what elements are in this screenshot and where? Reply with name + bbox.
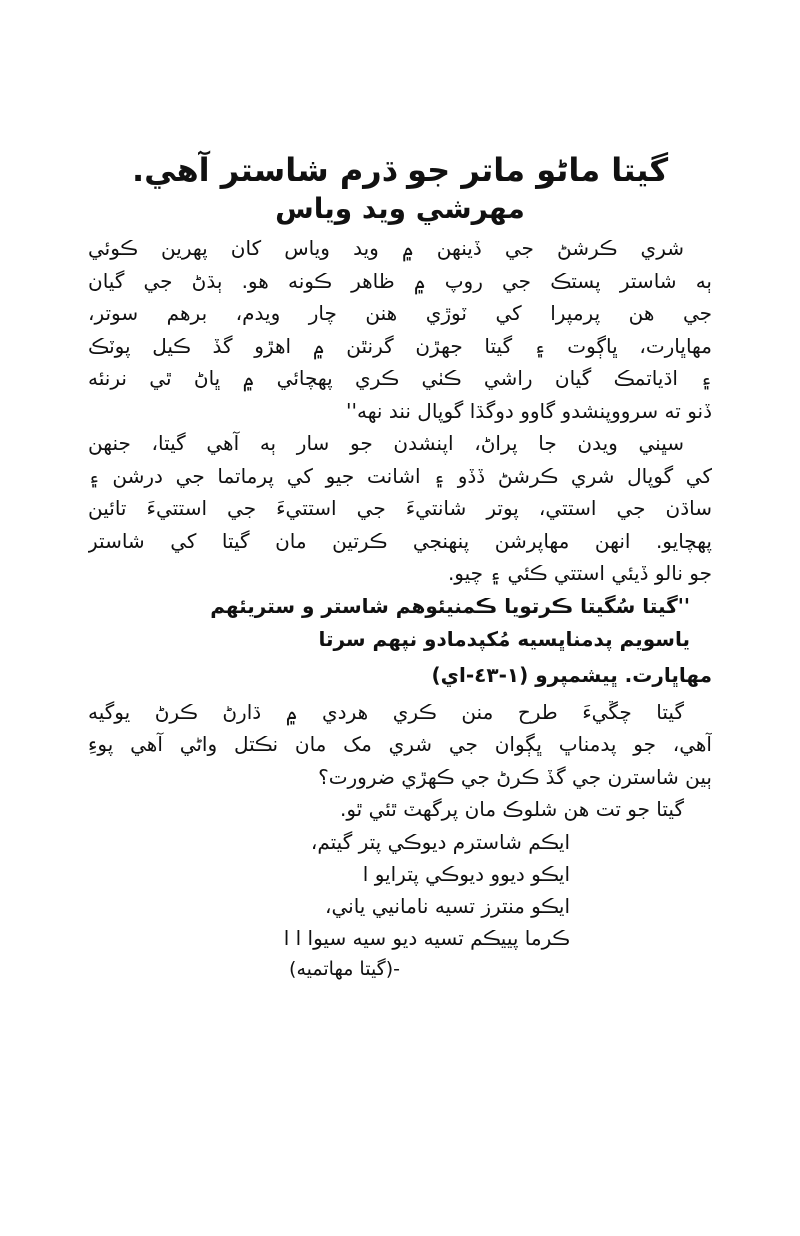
verse-source: -(گيتا مهاتميه) bbox=[289, 957, 400, 980]
paragraph-line: ساڌن جي استتي، پوتر شانتيءَ جي استتيءَ جي استتيءَ تائين bbox=[88, 496, 712, 520]
paragraph-line: گيتا جو تت هن شلوڪ مان پرگهٽ ٿئي ٿو. bbox=[339, 797, 684, 821]
paragraph-line: پهچايو. انهن مهاپرشن پنهنجي ڪرتين مان گيتا کي شاستر bbox=[88, 528, 712, 553]
paragraph-line: جو نالو ڏيئي استتي ڪئي ۽ چيو. bbox=[447, 561, 712, 585]
paragraph-line: جي هن پرمپرا کي ٽوڙي هنن چار ويدم، برهم سوتر، bbox=[88, 301, 712, 325]
document-title: گيتا ماڻو ماتر جو ڌرم شاستر آهي. bbox=[131, 151, 669, 189]
verse-block bbox=[88, 826, 712, 954]
paragraph-line: شري ڪرشڻ جي ڏينهن ۾ ويد وياس کان پهرين ڪوئي bbox=[88, 236, 684, 260]
document-page bbox=[88, 150, 712, 984]
paragraph-line: کي گوپال شري ڪرشڻ ڏڏو ۽ اشانت جيو کي پرماتما جي درشن ۽ bbox=[88, 463, 712, 488]
paragraph-line: گيتا چڱيءَ طرح منن ڪري هردي ۾ ڌارڻ ڪرڻ يوگيه bbox=[88, 699, 684, 724]
quote-line: ياسويم پدمناڀسيه مُکپدمادو نپهم سرتا bbox=[318, 626, 690, 651]
paragraph-line: ٻه شاستر پستڪ جي روپ ۾ ظاهر ڪونه هو. ٻڌڻ جي گيان bbox=[88, 268, 712, 293]
verse-line: ايڪم شاسترم ديوڪي پتر گيتم، bbox=[310, 829, 570, 854]
quote-citation: مهاڀارت. ڀيشمپرو (١-٤٣-اي) bbox=[431, 662, 712, 687]
paragraph-line: آهي، جو پدمناڀ ڀڳوان جي شري مک مان نڪتل واڻي آهي پوءِ bbox=[88, 732, 712, 756]
paragraph-2 bbox=[88, 427, 712, 590]
sanskrit-quote bbox=[88, 590, 712, 656]
paragraph-line: ڏنو ته سرووپنشدو گاوو دوگڌا گوپال نند نهه'' bbox=[345, 398, 712, 423]
quote-line: ''گيتا سُگيتا ڪرتويا ڪمنيئوهم شاستر و ستريئهم bbox=[210, 593, 690, 618]
paragraph-line: ٻين شاسترن جي گڏ ڪرڻ جي ڪهڙي ضرورت؟ bbox=[318, 764, 712, 789]
document-author: مهرشي ويد وياس bbox=[275, 192, 525, 225]
verse-line: ڪرما پييڪم تسيه ديو سيه سيوا ا ا bbox=[283, 925, 570, 950]
paragraph-4 bbox=[88, 793, 712, 826]
verse-line: ايڪو منترز تسيه نامانيي ياني، bbox=[325, 893, 570, 918]
paragraph-line: ۽ اڌياتمڪ گيان راشي ڪٺي ڪري پهچائي ۾ ڀاڻ ٿي نرنئه bbox=[88, 366, 712, 390]
paragraph-line: سڀني ويدن جا پراڻ، اپنشدن جو سار ٻه آهي گيتا، جنهن bbox=[88, 431, 684, 455]
verse-line: ايڪو ديوو ديوڪي پترايو ا bbox=[362, 861, 570, 886]
paragraph-3 bbox=[88, 696, 712, 794]
paragraph-line: مهاڀارت، ڀاڳوت ۽ گيتا جهڙن گرنٿن ۾ اهڙو گڏ ڪيل پوٽڪ bbox=[88, 333, 712, 358]
paragraph-1 bbox=[88, 232, 712, 427]
